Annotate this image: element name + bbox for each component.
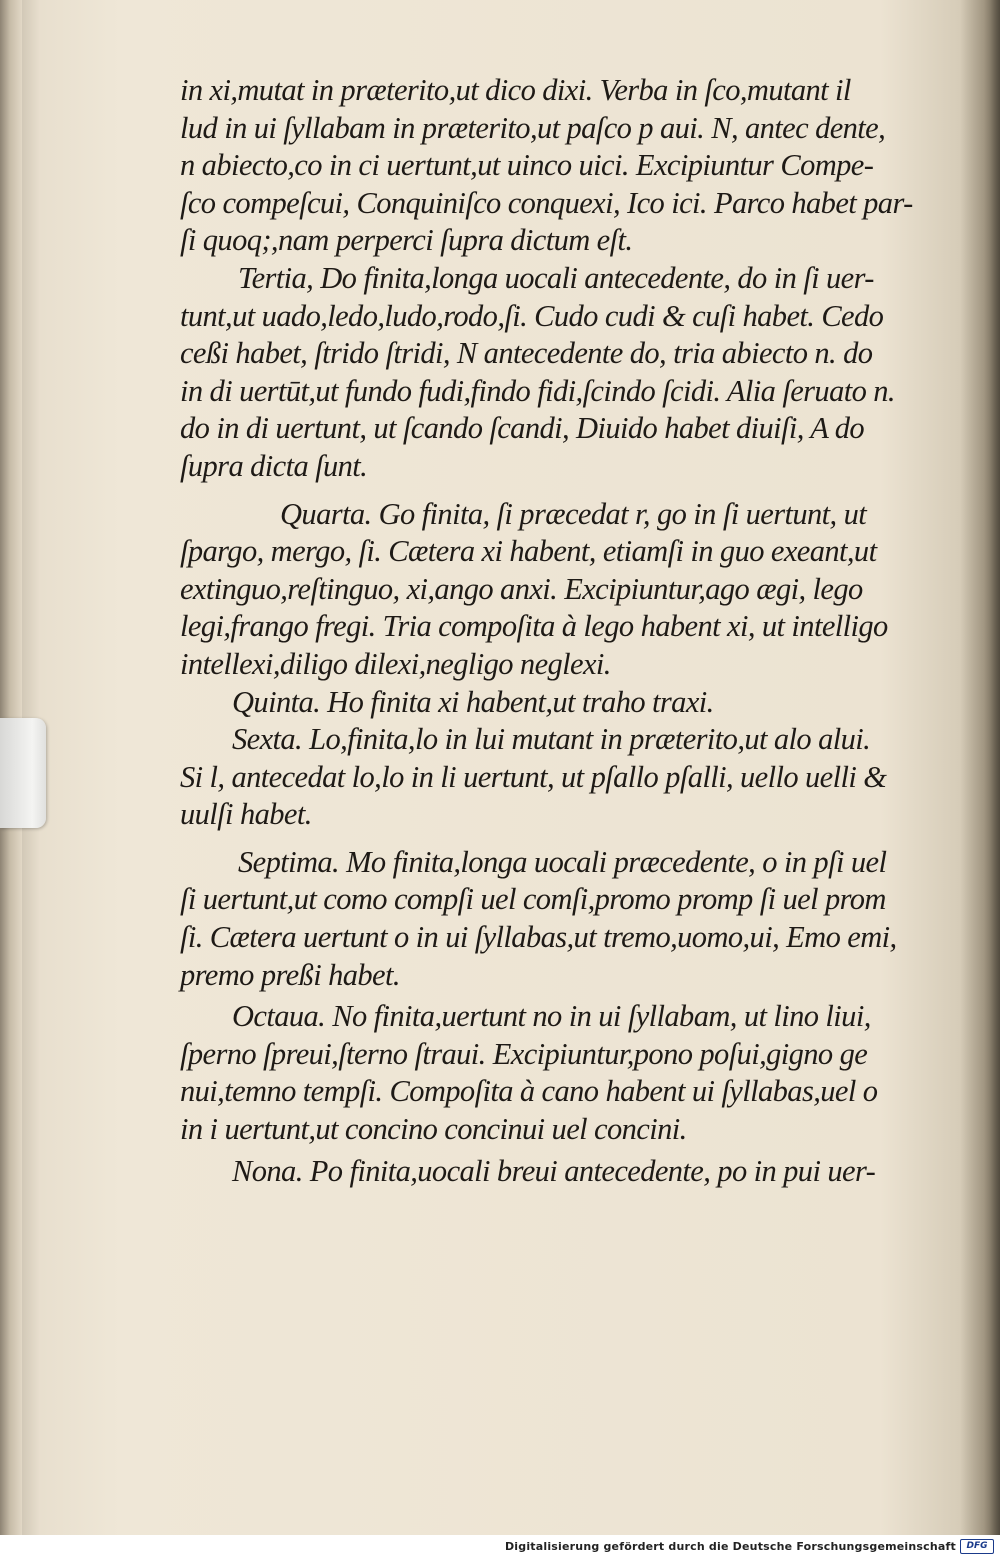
paragraph-start-sexta: Sexta. Lo,finita,lo in lui mutant in præterito,ut alo alui. <box>232 722 871 757</box>
paragraph-start-nona: Nona. Po finita,uocali breui antecedente, po in pui uer- <box>232 1153 876 1188</box>
text-line: ceßi habet, ſtrido ſtridi, N antecedente do, tria abiecto n. do <box>180 336 873 371</box>
text-line: extinguo,reſtinguo, xi,ango anxi. Excipiuntur,ago ægi, lego <box>180 571 863 606</box>
text-line: in xi,mutat in præterito,ut dico dixi. Verba in ſco,mutant il <box>180 73 851 107</box>
text-line: ſperno ſpreui,ſterno ſtraui. Excipiuntur,pono poſui,gigno ge <box>180 1036 868 1071</box>
text-line: Si l, antecedat lo,lo in li uertunt, ut pſallo pſalli, uello uelli & <box>180 759 887 794</box>
text-block <box>180 72 920 1190</box>
paragraph-gap <box>180 834 920 844</box>
text-line: nui,temno tempſi. Compoſita à cano habent ui ſyllabas,uel o <box>180 1074 878 1109</box>
text-line: lud in ui ſyllabam in præterito,ut paſco p aui. N, antec dente, <box>180 110 886 145</box>
text-line: ſi uertunt,ut como compſi uel comſi,promo promp ſi uel prom <box>180 882 886 917</box>
text-line: do in di uertunt, ut ſcando ſcandi, Diuido habet diuiſi, A do <box>180 411 865 446</box>
text-line: ſi quoq;,nam perperci ſupra dictum eſt. <box>180 223 633 258</box>
text-line: tunt,ut uado,ledo,ludo,rodo,ſi. Cudo cudi & cuſi habet. Cedo <box>180 298 884 333</box>
text-line: ſco compeſcui, Conquiniſco conquexi, Ico ici. Parco habet par- <box>180 185 913 220</box>
page-edge-shadow <box>960 0 1000 1535</box>
text-line: ſupra dicta ſunt. <box>180 448 368 483</box>
text-line: ſpargo, mergo, ſi. Cætera xi habent, etiamſi in guo exeant,ut <box>180 534 877 569</box>
paragraph-start-quarta: Quarta. Go finita, ſi præcedat r, go in ſi uertunt, ut <box>280 496 867 531</box>
text-line: ſi. Cætera uertunt o in ui ſyllabas,ut tremo,uomo,ui, Emo emi, <box>180 920 897 955</box>
paragraph-start-tertia: Tertia, Do finita,longa uocali antecedente, do in ſi uer- <box>238 260 874 295</box>
digitization-footer <box>0 1535 1000 1559</box>
paragraph-start-quinta: Quinta. Ho finita xi habent,ut traho traxi. <box>232 684 714 719</box>
text-line: premo preßi habet. <box>180 957 400 992</box>
text-line: in i uertunt,ut concino concinui uel concini. <box>180 1112 687 1147</box>
funding-credit: Digitalisierung gefördert durch die Deutsche Forschungsgemeinschaft <box>504 1540 956 1553</box>
text-line: n abiecto,co in ci uertunt,ut uinco uici. Excipiuntur Compe- <box>180 148 874 183</box>
paragraph-start-septima: Septima. Mo finita,longa uocali præcedente, o in pſi uel <box>238 844 887 879</box>
text-line: legi,frango fregi. Tria compoſita à lego habent xi, ut intelligo <box>180 609 888 644</box>
paragraph-gap <box>180 486 920 496</box>
dfg-logo-icon: DFG <box>960 1539 994 1554</box>
text-line: uulſi habet. <box>180 797 312 832</box>
text-line: in di uertūt,ut fundo fudi,findo fidi,ſcindo ſcidi. Alia ſeruato n. <box>180 373 895 408</box>
paragraph-start-octaua: Octaua. No finita,uertunt no in ui ſyllabam, ut lino liui, <box>232 999 871 1034</box>
text-line: intellexi,diligo dilexi,negligo neglexi. <box>180 646 611 681</box>
page-tab-marker <box>0 718 46 828</box>
